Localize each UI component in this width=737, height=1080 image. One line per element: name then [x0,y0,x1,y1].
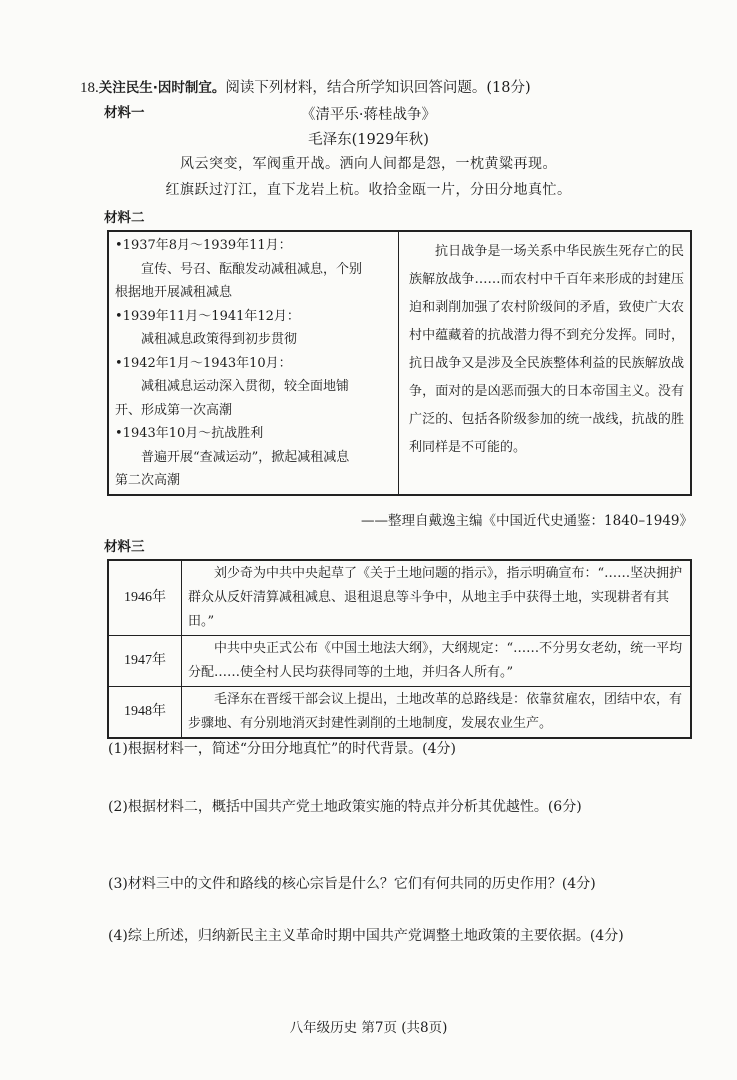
timeline-cont-1: 根据地开展减租减息 [115,285,233,300]
question-number: 18. [80,80,99,96]
poem-line-2: 红旗跃过汀江，直下龙岩上杭。收拾金瓯一片，分田分地真忙。 [165,182,572,198]
timeline-cont-3: 开、形成第一次高潮 [115,402,233,418]
material3-label: 材料三 [104,539,145,555]
poem-line-1: 风云突变，军阀重开战。洒向人间都是怨，一枕黄粱再现。 [180,156,557,172]
poem-author: 毛泽东(1929年秋) [308,132,429,148]
material1-label: 材料一 [104,105,145,121]
timeline-period-4: •1943年10月～抗战胜利 [115,426,264,441]
material2-excerpt [399,232,690,494]
row-year: 1946年 [108,560,182,636]
timeline-text-2: 减租减息政策得到初步贯彻 [141,332,298,347]
timeline-text-3: 减租减息运动深入贯彻，较全面地铺 [141,379,350,394]
question-instruction: 阅读下列材料，结合所学知识回答问题。(18分) [225,80,531,96]
timeline-cont-4: 第二次高潮 [115,473,181,488]
poem-title: 《清平乐·蒋桂战争》 [300,107,437,123]
sub-question-2: (2)根据材料二，概括中国共产党土地政策实施的特点并分析其优越性。(6分) [108,799,582,815]
timeline-period-2: •1939年11月～1941年12月： [115,308,300,324]
timeline-period-3: •1942年1月～1943年10月： [115,355,292,371]
row-text: 刘少奇为中共中央起草了《关于土地问题的指示》，指示明确宣布：“……坚决拥护群众从反奸清算减租减息、退租退息等斗争中，从地主手中获得土地，实现耕者有其田。” [188,566,683,629]
sub-question-3: (3)材料三中的文件和路线的核心宗旨是什么？它们有何共同的历史作用？(4分) [108,876,596,892]
sub-question-1: (1)根据材料一，简述“分田分地真忙”的时代背景。(4分) [108,741,456,757]
timeline-text-1: 宣传、号召、酝酿发动减租减息，个别 [141,261,363,277]
material2-label: 材料二 [104,210,145,226]
row-text: 中共中央正式公布《中国土地法大纲》，大纲规定：“……不分男女老幼，统一平均分配……使全村人民均获得同等的土地，并归各人所有。” [188,641,683,680]
question-heading [80,76,531,97]
material2-timeline [109,232,399,494]
material2-paragraph: 抗日战争是一场关系中华民族生死存亡的民族解放战争……而农村中千百年来形成的封建压迫和剥削加强了农村阶级间的矛盾，致使广大农村中蕴藏着的抗战潜力得不到充分发挥。同时，抗日战争又是涉及全民族整体利益的民族解放战争，面对的是凶恶而强大的日本帝国主义。没有广泛的、包括各阶级参加的统一战线，抗战的胜利同样是不可能的。 [409,244,684,455]
question-theme: 关注民生·因时制宜。 [98,80,226,96]
table-row [108,687,691,739]
table-row [108,636,691,687]
table-row [108,560,691,636]
material2-table [107,230,692,496]
sub-question-4: (4)综上所述，归纳新民主主义革命时期中国共产党调整土地政策的主要依据。(4分) [108,928,624,944]
timeline-text-4: 普遍开展“查减运动”，掀起减租减息 [141,449,350,465]
row-year: 1948年 [108,687,182,739]
page-footer: 八年级历史 第7页 (共8页) [289,1020,448,1036]
timeline-period-1: •1937年8月～1939年11月： [115,238,292,253]
material3-table [107,559,692,739]
row-text: 毛泽东在晋绥干部会议上提出，土地改革的总路线是：依靠贫雇农，团结中农，有步骤地、有分别地消灭封建性剥削的土地制度，发展农业生产。 [188,692,683,731]
row-year: 1947年 [108,636,182,687]
material2-source: ——整理自戴逸主编《中国近代史通鉴：1840–1949》 [361,513,693,529]
